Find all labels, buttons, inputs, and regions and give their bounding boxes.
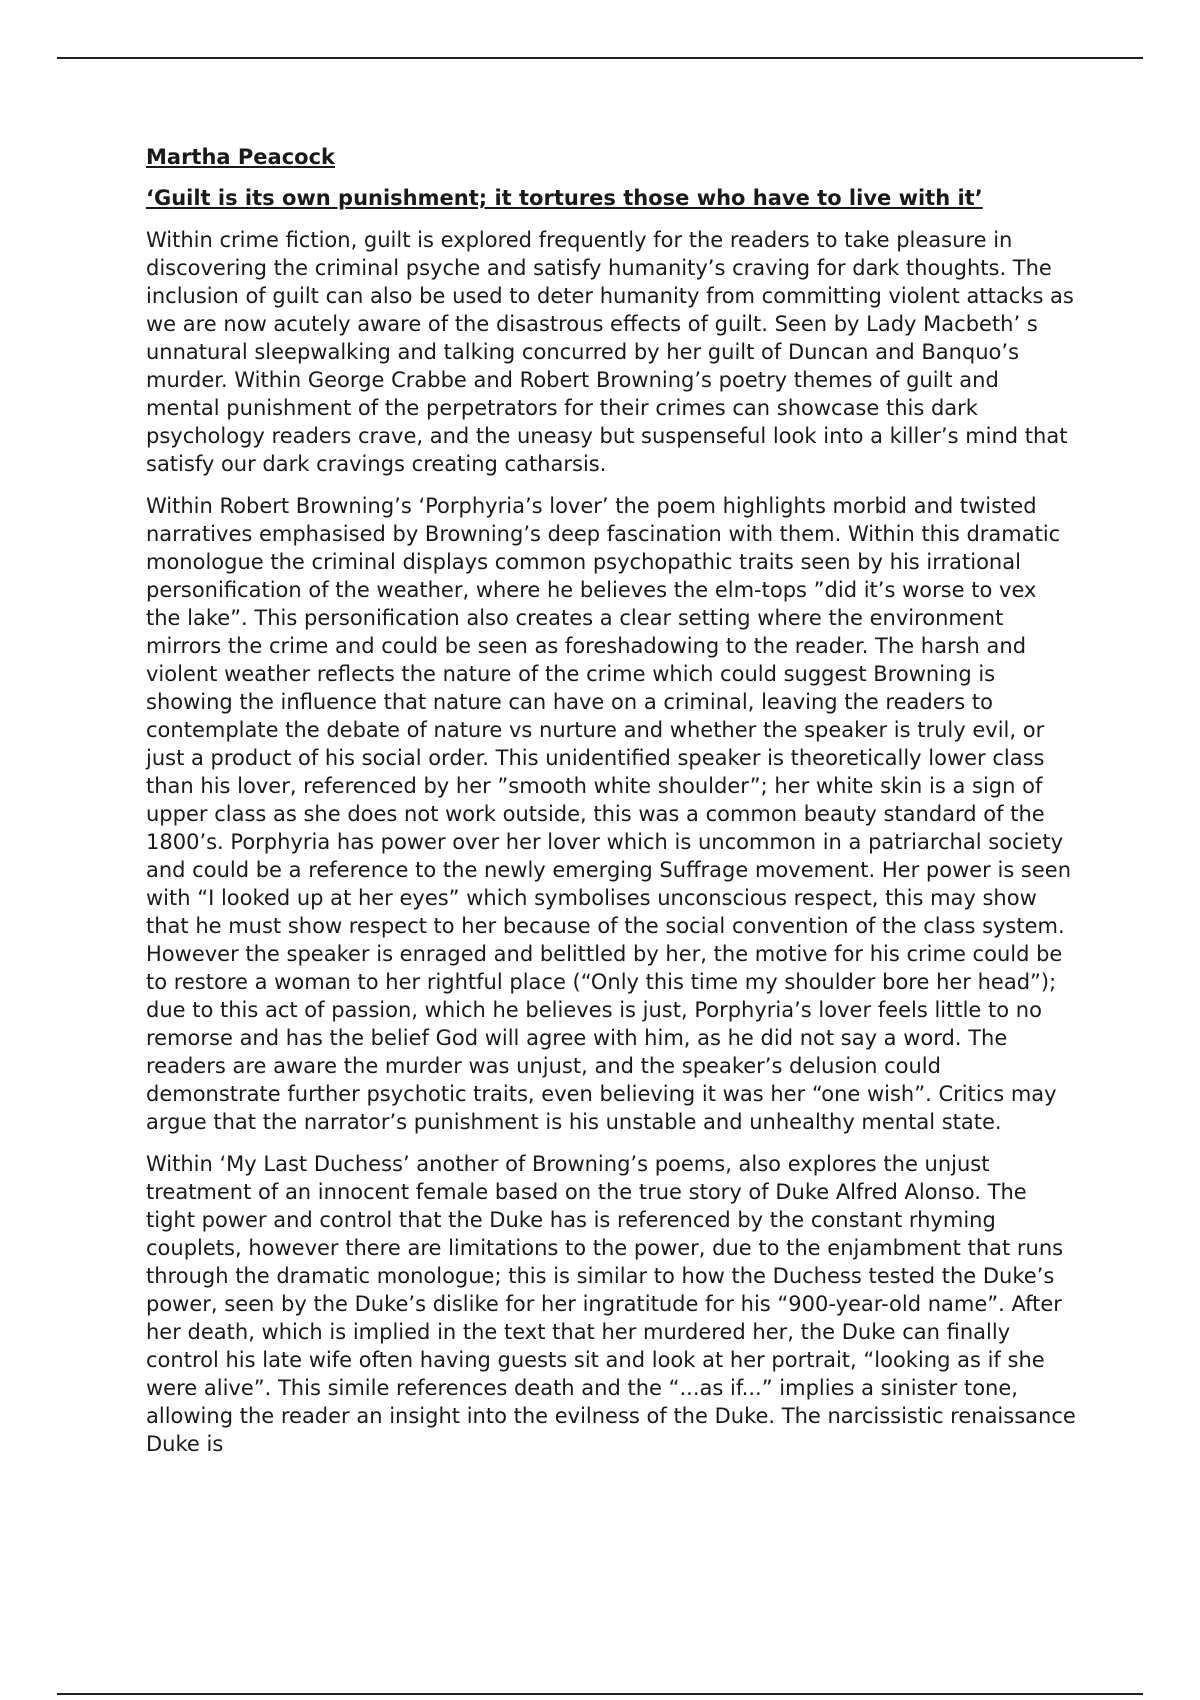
document-body: [146, 143, 1076, 1472]
paragraph-porphyrias-lover: Within Robert Browning’s ‘Porphyria’s lover’ the poem highlights morbid and twisted narratives emphasised by Browning’s deep fascination with them. Within this dramatic monologue the criminal displays common psychopathic traits seen by his irrational personification of the weather, where he believes the elm-tops ”did it’s worse to vex the lake”. This personification also creates a clear setting where the environment mirrors the crime and could be seen as foreshadowing to the reader. The harsh and violent weather reflects the nature of the crime which could suggest Browning is showing the influence that nature can have on a criminal, leaving the readers to contemplate the debate of nature vs nurture and whether the speaker is truly evil, or just a product of his social order. This unidentified speaker is theoretically lower class than his lover, referenced by her ”smooth white shoulder”; her white skin is a sign of upper class as she does not work outside, this was a common beauty standard of the 1800’s. Porphyria has power over her lover which is uncommon in a patriarchal society and could be a reference to the newly emerging Suffrage movement. Her power is seen with “I looked up at her eyes” which symbolises unconscious respect, this may show that he must show respect to her because of the social convention of the class system. However the speaker is enraged and belittled by her, the motive for his crime could be to restore a woman to her rightful place (“Only this time my shoulder bore her head”); due to this act of passion, which he believes is just, Porphyria’s lover feels little to no remorse and has the belief God will agree with him, as he did not say a word. The readers are aware the murder was unjust, and the speaker’s delusion could demonstrate further psychotic traits, even believing it was her “one wish”. Critics may argue that the narrator’s punishment is his unstable and unhealthy mental state.: [146, 494, 1072, 1134]
footer-rule: [57, 1693, 1143, 1695]
author-name: Martha Peacock: [146, 145, 335, 169]
paragraph-intro: Within crime fiction, guilt is explored frequently for the readers to take pleasure in discovering the criminal psyche and satisfy humanity’s craving for dark thoughts. The inclusion of guilt can also be used to deter humanity from committing violent attacks as we are now acutely aware of the disastrous effects of guilt. Seen by Lady Macbeth’ s unnatural sleepwalking and talking concurred by her guilt of Duncan and Banquo’s murder. Within George Crabbe and Robert Browning’s poetry themes of guilt and mental punishment of the perpetrators for their crimes can showcase this dark psychology readers crave, and the uneasy but suspenseful look into a killer’s mind that satisfy our dark cravings creating catharsis.: [146, 228, 1074, 476]
header-rule: [57, 57, 1143, 59]
paragraph-my-last-duchess: Within ‘My Last Duchess’ another of Browning’s poems, also explores the unjust treatment of an innocent female based on the true story of Duke Alfred Alonso. The tight power and control that the Duke has is referenced by the constant rhyming couplets, however there are limitations to the power, due to the enjambment that runs through the dramatic monologue; this is similar to how the Duchess tested the Duke’s power, seen by the Duke’s dislike for her ingratitude for his “900-year-old name”. After her death, which is implied in the text that her murdered her, the Duke can finally control his late wife often having guests sit and look at her portrait, “looking as if she were alive”. This simile references death and the “...as if...” implies a sinister tone, allowing the reader an insight into the evilness of the Duke. The narcissistic renaissance Duke is: [146, 1152, 1076, 1456]
essay-title: ‘Guilt is its own punishment; it tortures those who have to live with it’: [146, 186, 983, 210]
